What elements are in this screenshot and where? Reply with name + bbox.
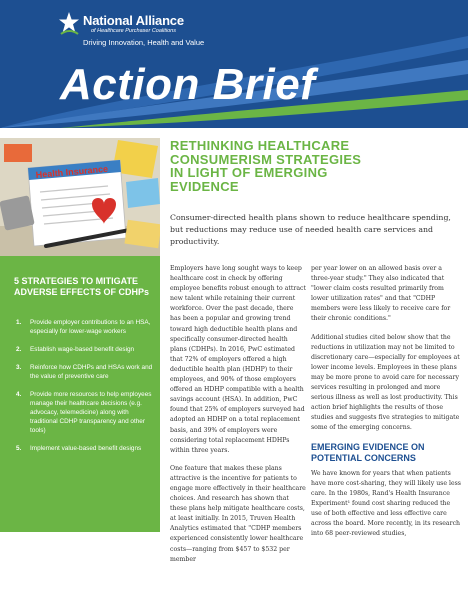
article-title: RETHINKING HEALTHCARE CONSUMERISM STRATEGIES IN LIGHT OF EMERGING EVIDENCE <box>170 138 362 194</box>
desk-illustration <box>0 138 160 256</box>
strategies-list <box>8 318 156 462</box>
star-logo-icon <box>58 11 80 37</box>
body-paragraph: Additional studies cited below show that the reductions in utilization may not be limited to discretionary care—especially for employees at lower income levels. Employees in these plans may be more prone to avoid care for necessary services resulting in prolonged and more serious illness as well as lost productivity. This action brief highlights the results of those studies and suggests five strategies to mitigate some of the emerging concerns. <box>311 333 460 432</box>
strategies-sidebar <box>0 256 160 532</box>
calculator-icon <box>0 195 35 231</box>
sticky-note-orange <box>4 144 32 162</box>
list-item: 3. Reinforce how CDHPs and HSAs work and the value of preventive care <box>16 364 153 380</box>
section-heading: EMERGING EVIDENCE ON POTENTIAL CONCERNS <box>311 441 425 463</box>
body-paragraph: Employers have long sought ways to keep healthcare cost in check by offering employee benefits robust enough to attract new talent while retaining their current workforce. Over the past decade, there has been a popular and growing trend toward high deductible health plans and specifically consumer-directed health plans (CDHPs). In 2016, PwC estimated that 72% of employers offered a high deductible health plan (HDHP) to their employees, and 90% of those employers offered an HDHP compatible with a health savings account (HSA). In addition, PwC found that 25% of employers surveyed had adopted an HDHP on a total replacement basis, and 39% of employers were considering total replacement HDHPs within three years. <box>170 265 306 454</box>
list-item: 4. Provide more resources to help employees manage their healthcare decisions (e.g. advocacy, telemedicine) along with traditional CDHP transparency and other tools) <box>16 391 152 434</box>
org-subname: of Healthcare Purchaser Coalitions <box>91 28 176 34</box>
sticky-note-blue <box>126 178 160 208</box>
list-item: 2. Establish wage-based benefit design <box>16 346 135 353</box>
body-paragraph: per year lower on an allowed basis over a three-year study." They also indicated that "lower claim costs resulted primarily from lower utilization rates" and that "CDHP members were less likely to receive care for their chronic conditions." <box>311 265 451 323</box>
article-subtitle: Consumer-directed health plans shown to reduce healthcare spending, but reductions may reduce use of needed health care services and productivity. <box>170 213 451 246</box>
body-paragraph: One feature that makes these plans attractive is the incentive for patients to engage more effectively in their healthcare choices. And research has shown that these plans help mitigate healthcare costs, at least initially. In 2015, Truven Health Analytics estimated that "CDHP members experienced consistently lower healthcare costs—ranging from $457 to $532 per member <box>170 464 306 563</box>
card-title: Health Insurance <box>35 163 109 180</box>
org-name: National Alliance <box>83 13 184 28</box>
brief-title: Action Brief <box>60 60 316 109</box>
list-item: 1. Provide employer contributions to an HSA, especially for lower-wage workers <box>16 319 151 335</box>
list-item: 5. Implement value-based benefit designs <box>16 445 142 452</box>
health-insurance-photo <box>0 138 160 256</box>
body-column-left <box>170 264 306 573</box>
header-banner <box>0 0 468 128</box>
sidebar-title: 5 STRATEGIES TO MITIGATE ADVERSE EFFECTS OF CDHPs <box>14 276 150 297</box>
org-tagline: Driving Innovation, Health and Value <box>83 38 205 47</box>
body-column-right <box>311 264 462 547</box>
body-paragraph: We have known for years that when patients have more cost-sharing, they will likely use less care. In the 1980s, Rand's Health Insurance Experiment¹ found cost sharing reduced the use of both effective and less effective care across the board. More recently, in its research into 68 peer-reviewed studies, <box>311 469 461 538</box>
